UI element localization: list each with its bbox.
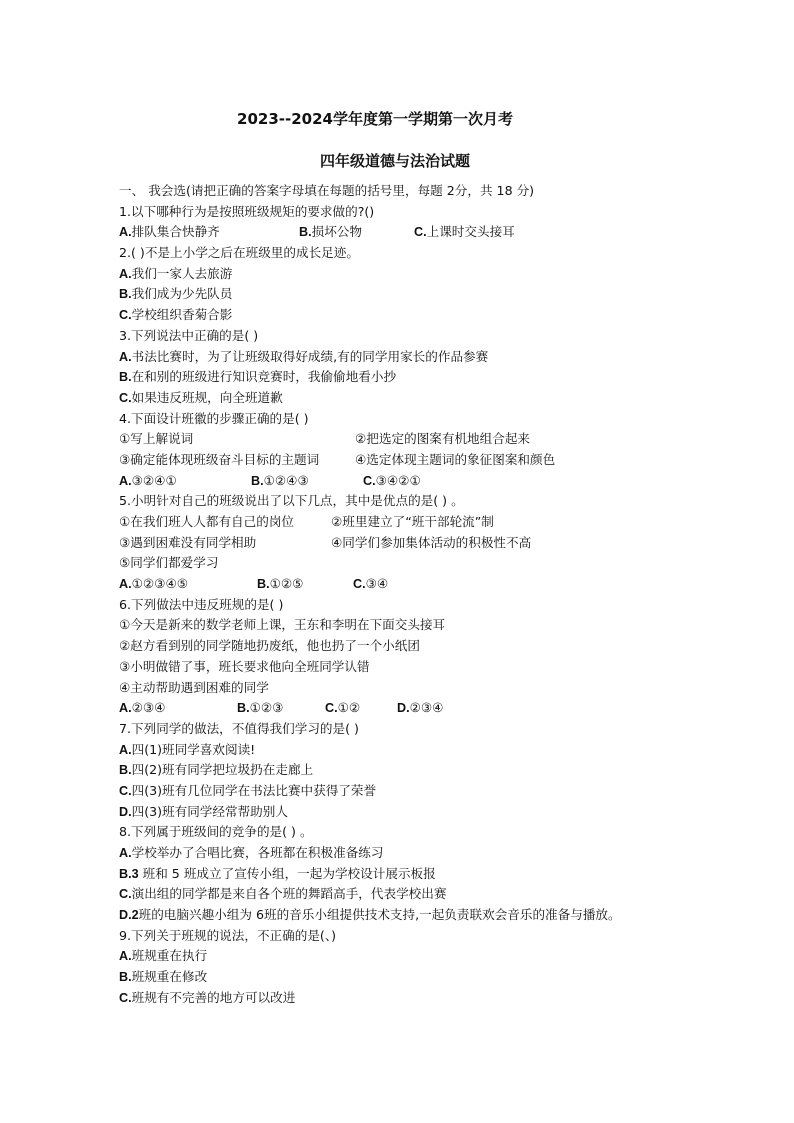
option: A.①②③④⑤ bbox=[119, 576, 189, 592]
list-item: ④同学们参加集体活动的积极性不高 bbox=[331, 534, 532, 550]
option: D.四(3)班有同学经常帮助别人 bbox=[119, 803, 288, 819]
option: C.学校组织香菊合影 bbox=[119, 307, 233, 323]
list-item: ③遇到困难没有同学相助 bbox=[119, 534, 257, 550]
question-stem: 3.下列说法中正确的是( ) bbox=[119, 327, 259, 343]
option: A.班规重在执行 bbox=[119, 948, 208, 964]
option: D.②③④ bbox=[397, 700, 444, 716]
option: C.四(3)班有几位同学在书法比赛中获得了荣誉 bbox=[119, 782, 377, 798]
option: B.①②⑤ bbox=[257, 576, 304, 592]
exam-content bbox=[119, 181, 789, 1009]
question-items bbox=[119, 533, 789, 554]
question-items bbox=[119, 429, 789, 450]
option: C.③④ bbox=[353, 576, 389, 592]
list-item: ③小明做错了事，班长要求他向全班同学认错 bbox=[119, 658, 370, 674]
question-stem: 9.下列关于班规的说法，不正确的是(、) bbox=[119, 927, 337, 943]
option: A.③②④① bbox=[119, 472, 177, 488]
list-item: ①在我们班人人都有自己的岗位 bbox=[119, 514, 295, 529]
question-options bbox=[119, 471, 789, 492]
list-item: ①今天是新来的数学老师上课，王东和李明在下面交头接耳 bbox=[119, 617, 446, 633]
list-item: ④选定体现主题词的象征图案和颜色 bbox=[355, 451, 556, 467]
option: C.③④②① bbox=[363, 472, 421, 488]
option: C.班规有不完善的地方可以改进 bbox=[119, 989, 296, 1005]
option: C.如果违反班规，向全班道歉 bbox=[119, 389, 283, 405]
question-options bbox=[119, 574, 789, 595]
option: A.学校举办了合唱比赛，各班都在积极准备练习 bbox=[119, 845, 384, 860]
option: A.②③④ bbox=[119, 700, 166, 716]
question-options bbox=[119, 222, 789, 243]
exam-title: 2023--2024学年度第一学期第一次月考 bbox=[237, 110, 513, 128]
option: A.书法比赛时，为了让班级取得好成绩,有的同学用家长的作品参赛 bbox=[119, 348, 489, 364]
question-stem: 5.小明针对自己的班级说出了以下几点，其中是优点的是( ) 。 bbox=[119, 493, 464, 509]
question-stem: 2.( )不是上小学之后在班级里的成长足迹。 bbox=[119, 245, 359, 261]
question-stem: 4.下面设计班徽的步骤正确的是( ) bbox=[119, 410, 309, 426]
question-stem: 6.下列做法中违反班规的是( ) bbox=[119, 596, 284, 612]
option: A.四(1)班同学喜欢阅读! bbox=[119, 741, 256, 757]
exam-subtitle: 四年级道德与法治试题 bbox=[319, 152, 470, 170]
list-item: ③确定能体现班级奋斗目标的主题词 bbox=[119, 451, 320, 467]
question-items bbox=[119, 512, 789, 533]
option: B.①②④③ bbox=[251, 472, 309, 488]
option: A.我们一家人去旅游 bbox=[119, 265, 233, 281]
list-item: ②班里建立了“班干部轮流”制 bbox=[331, 514, 494, 529]
list-item: ①写上解说词 bbox=[119, 431, 194, 447]
option: C.①② bbox=[325, 700, 361, 716]
question-stem: 7.下列同学的做法，不值得我们学习的是( ) bbox=[119, 720, 359, 736]
question-stem: 1.以下哪种行为是按照班级规矩的要求做的?() bbox=[119, 203, 375, 219]
option: B.四(2)班有同学把垃圾扔在走廊上 bbox=[119, 762, 314, 778]
option: B.班规重在修改 bbox=[119, 969, 208, 985]
list-item: ②赵方看到别的同学随地扔废纸，他也扔了一个小纸团 bbox=[119, 638, 420, 654]
option: C.演出组的同学都是来自各个班的舞蹈高手，代表学校出赛 bbox=[119, 886, 447, 902]
list-item: ④主动帮助遇到困难的同学 bbox=[119, 679, 269, 695]
question-options bbox=[119, 698, 789, 719]
option: A.排队集合快静齐 bbox=[119, 224, 220, 240]
option: B.3 班和 5 班成立了宣传小组，一起为学校设计展示板报 bbox=[119, 865, 436, 881]
option: D.2班的电脑兴趣小组为 6班的音乐小组提供技术支持,一起负责联欢会音乐的准备与播放。 bbox=[119, 907, 621, 923]
option: B.①②③ bbox=[237, 700, 284, 716]
option: B.损坏公物 bbox=[299, 224, 362, 240]
question-stem: 8.下列属于班级间的竞争的是( ) 。 bbox=[119, 824, 313, 840]
question-items bbox=[119, 450, 789, 471]
list-item: ⑤同学们都爱学习 bbox=[119, 555, 219, 571]
section-heading: 一、 我会选(请把正确的答案字母填在每题的括号里，每题 2分，共 18 分) bbox=[119, 183, 535, 198]
option: B.在和别的班级进行知识竞赛时，我偷偷地看小抄 bbox=[119, 369, 397, 385]
option: B.我们成为少先队员 bbox=[119, 286, 233, 302]
option: C.上课时交头接耳 bbox=[414, 224, 515, 240]
list-item: ②把选定的图案有机地组合起来 bbox=[355, 431, 531, 447]
